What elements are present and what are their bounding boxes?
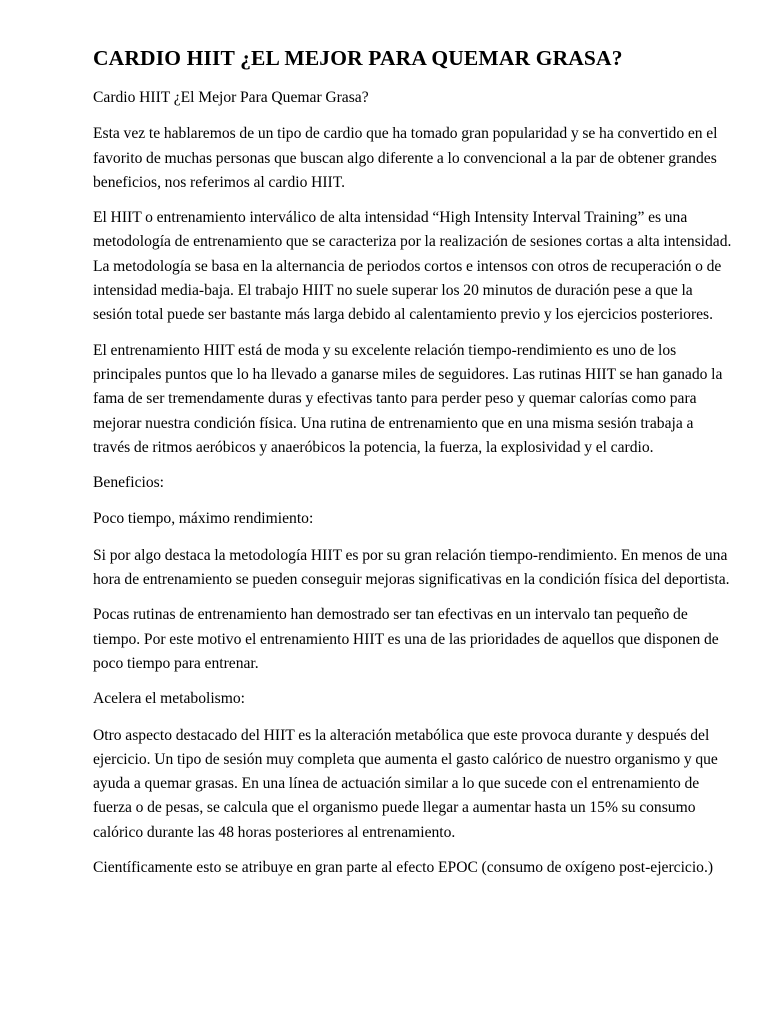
paragraph-intro: Esta vez te hablaremos de un tipo de cardio que ha tomado gran popularidad y se ha convertido en el favorito de muchas personas que buscan algo diferente a lo convencional a la par de obtener grandes beneficios, nos referimos al cardio HIIT. [93, 125, 718, 191]
document-subtitle: Cardio HIIT ¿El Mejor Para Quemar Grasa? [93, 89, 369, 106]
paragraph-time-performance: Si por algo destaca la metodología HIIT es por su gran relación tiempo-rendimiento. En menos de una hora de entrenamiento se pueden conseguir mejoras significativas en la condición física del deportista. [93, 546, 730, 589]
paragraph-effective-routines: Pocas rutinas de entrenamiento han demostrado ser tan efectivas en un intervalo tan pequeño de tiempo. Por este motivo el entrenamiento HIIT es una de las prioridades de aquellos que disponen de poco tiempo para entrenar. [93, 606, 719, 672]
section-heading-metabolism: Acelera el metabolismo: [93, 690, 246, 708]
section-heading-short-time: Poco tiempo, máximo rendimiento: [93, 510, 314, 528]
paragraph-hiit-popularity: El entrenamiento HIIT está de moda y su excelente relación tiempo-rendimiento es uno de los principales puntos que lo ha llevado a ganarse miles de seguidores. Las rutinas HIIT se han ganado la fama de ser tremendamente duras y efectivas tanto para perder peso y quemar calorías como para mejorar nuestra condición física. Una rutina de entrenamiento que en una misma sesión trabaja a través de ritmos aeróbicos y anaeróbicos la potencia, la fuerza, la explosividad y el cardio. [93, 341, 723, 456]
paragraph-hiit-definition: El HIIT o entrenamiento interválico de alta intensidad “High Intensity Interval Training” es una metodología de entrenamiento que se caracteriza por la realización de sesiones cortas a alta intensidad. La metodología se basa en la alternancia de periodos cortos e intensos con otros de recuperación o de intensidad media-baja. El trabajo HIIT no suele superar los 20 minutos de duración pese a que la sesión total puede ser bastante más larga debido al calentamiento previo y los ejercicios posteriores. [93, 209, 732, 324]
paragraph-epoc: Científicamente esto se atribuye en gran parte al efecto EPOC (consumo de oxígeno post-ejercicio.) [93, 859, 714, 877]
section-heading-benefits: Beneficios: [93, 474, 165, 492]
document-title: CARDIO HIIT ¿EL MEJOR PARA QUEMAR GRASA? [93, 46, 623, 70]
document-page [93, 44, 733, 891]
paragraph-metabolic-alteration: Otro aspecto destacado del HIIT es la alteración metabólica que este provoca durante y después del ejercicio. Un tipo de sesión muy completa que aumenta el gasto calórico de nuestro organismo y que ayuda a quemar grasas. En una línea de actuación similar a lo que sucede con el entrenamiento de fuerza o de pesas, se calcula que el organismo puede llegar a aumentar hasta un 15% su consumo calórico durante las 48 horas posteriores al entrenamiento. [93, 726, 718, 841]
